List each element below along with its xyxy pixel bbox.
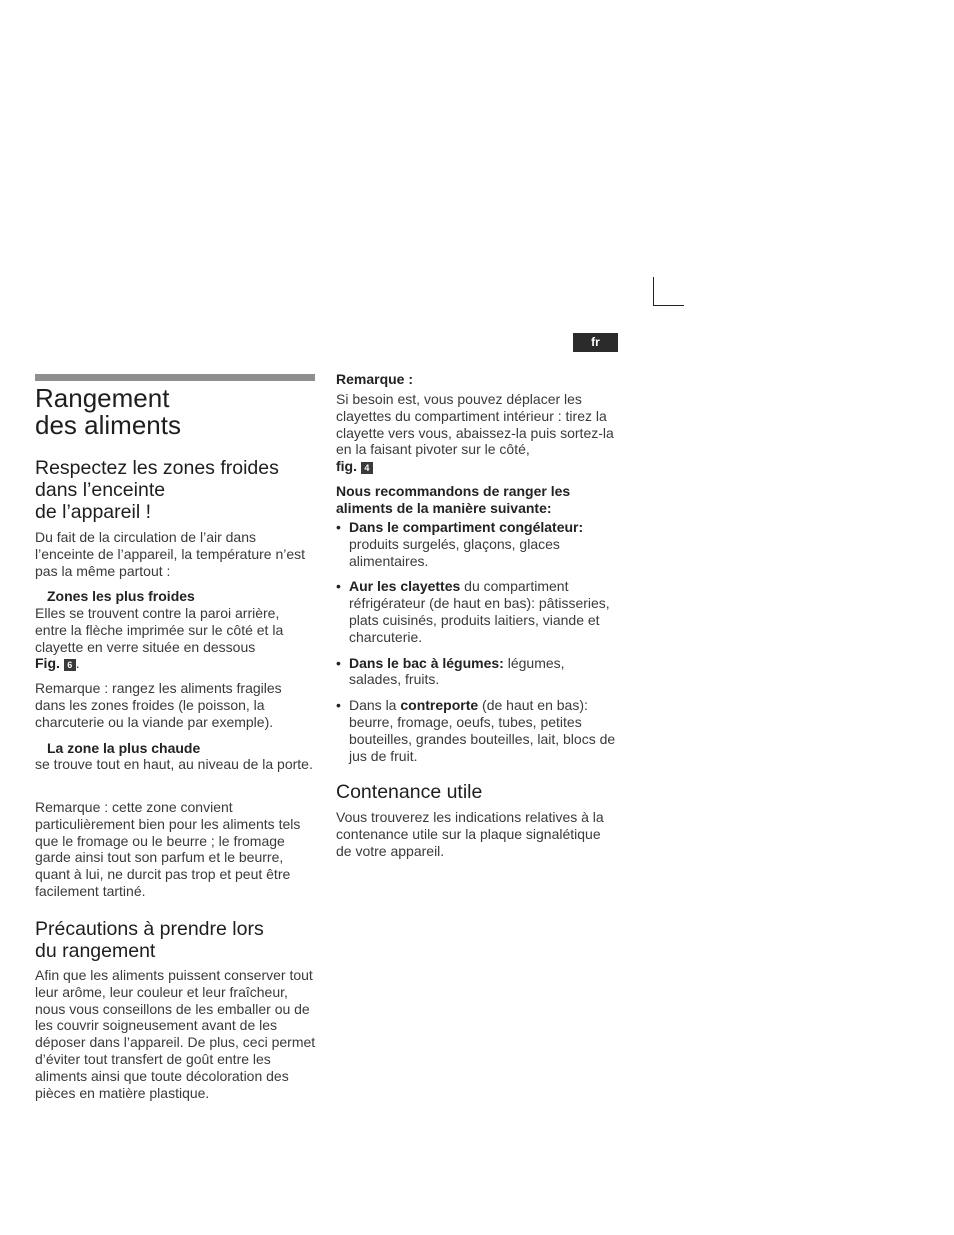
figure-number-badge: 6 bbox=[64, 659, 76, 671]
cold-zones-heading bbox=[35, 457, 320, 523]
remark-label: Remarque : bbox=[336, 371, 414, 387]
list-item bbox=[336, 697, 620, 764]
crop-mark-vertical bbox=[653, 277, 654, 306]
list-item bbox=[336, 519, 620, 569]
crop-mark-horizontal bbox=[653, 305, 684, 306]
list-item-prefix: Dans la bbox=[349, 697, 401, 714]
coldest-zone-text: Elles se trouvent contre la paroi arrière, entre la flèche imprimée sur le côté et la clayette en verre située en dessous Fig. 6 . bbox=[35, 605, 284, 672]
list-item-bold: Dans le bac à légumes: bbox=[349, 654, 504, 671]
capacity-text: Vous trouverez les indications relatives à la contenance utile sur la plaque signalétique de votre appareil. bbox=[336, 809, 604, 859]
cold-zones-heading-line3: de l’appareil ! bbox=[35, 501, 151, 523]
coldest-zone-label: Zones les plus froides bbox=[47, 588, 195, 604]
storage-precautions-heading-line2: du rangement bbox=[35, 940, 156, 962]
storage-precautions-text: Afin que les aliments puissent conserver tout leur arôme, leur couleur et leur fraîcheur, nous vous conseillons de les emballer ou de les couvrir soigneusement avant de les déposer dans l’appareil. De plus, ceci permet d’éviter tout transfert de goût entre les aliments ainsi que toute décoloration des pièces en matière plastique. bbox=[35, 967, 316, 1101]
cold-zones-heading-line1: Respectez les zones froides bbox=[35, 457, 279, 479]
coldest-zone-description: Elles se trouvent contre la paroi arrière, entre la flèche imprimée sur le côté et la clayette en verre située en dessous bbox=[35, 605, 284, 655]
list-item bbox=[336, 578, 620, 645]
cold-zones-heading-line2: dans l’enceinte bbox=[35, 479, 166, 501]
capacity-heading: Contenance utile bbox=[336, 781, 483, 803]
storage-precautions-heading bbox=[35, 918, 320, 962]
warmest-zone-label: La zone la plus chaude bbox=[47, 740, 201, 756]
warmest-zone-note: Remarque : cette zone convient particulièrement bien pour les aliments tels que le fromage ou le beurre ; le fromage garde ainsi tout son parfum et le beurre, quant à lui, ne durcit pas trop et peut être facilement tartiné. bbox=[35, 799, 301, 899]
page-title-line1: Rangement bbox=[35, 383, 170, 413]
coldest-zone-note: Remarque : rangez les aliments fragiles dans les zones froides (le poisson, la charcuterie ou la viande par exemple). bbox=[35, 680, 282, 730]
storage-precautions-heading-line1: Précautions à prendre lors bbox=[35, 918, 264, 940]
list-item-text: du compartiment réfrigérateur (de haut en bas): pâtisseries, plats cuisinés, produits laitiers, viande et charcuterie. bbox=[349, 578, 610, 645]
list-item-text: légumes, salades, fruits. bbox=[349, 654, 565, 688]
list-item-text: (de haut en bas): beurre, fromage, oeufs, tubes, petites bouteilles, grandes bouteilles, lait, blocs de jus de fruit. bbox=[349, 697, 616, 764]
list-item-bold: Aur les clayettes bbox=[349, 578, 461, 595]
section-top-bar bbox=[35, 374, 315, 381]
remark-text bbox=[336, 391, 620, 475]
list-item-text: produits surgelés, glaçons, glaces alimentaires. bbox=[349, 535, 560, 569]
figure-ref-label-right: fig. bbox=[336, 458, 357, 475]
list-item-bold: Dans le compartiment congélateur: bbox=[349, 519, 584, 535]
cold-zones-intro: Du fait de la circulation de l’air dans l’enceinte de l’appareil, la température n’est pas la même partout : bbox=[35, 529, 306, 579]
list-item-bold: contreporte bbox=[400, 697, 479, 714]
warmest-zone-text: se trouve tout en haut, au niveau de la porte. bbox=[35, 756, 313, 772]
list-item bbox=[336, 655, 620, 689]
language-tab: fr bbox=[573, 333, 618, 352]
remark-description: Si besoin est, vous pouvez déplacer les clayettes du compartiment intérieur : tirez la clayette vers vous, abaissez-la puis sortez-la en la faisant pivoter sur le côté, bbox=[336, 391, 614, 458]
figure-number-badge-right: 4 bbox=[361, 462, 373, 474]
cold-zones-section bbox=[35, 457, 320, 523]
storage-recommendation-list bbox=[336, 519, 620, 764]
page-title bbox=[35, 385, 181, 439]
recommend-heading: Nous recommandons de ranger les aliments de la manière suivante: bbox=[336, 483, 571, 516]
page-title-line2: des aliments bbox=[35, 410, 181, 440]
figure-ref-label: Fig. bbox=[35, 655, 60, 672]
